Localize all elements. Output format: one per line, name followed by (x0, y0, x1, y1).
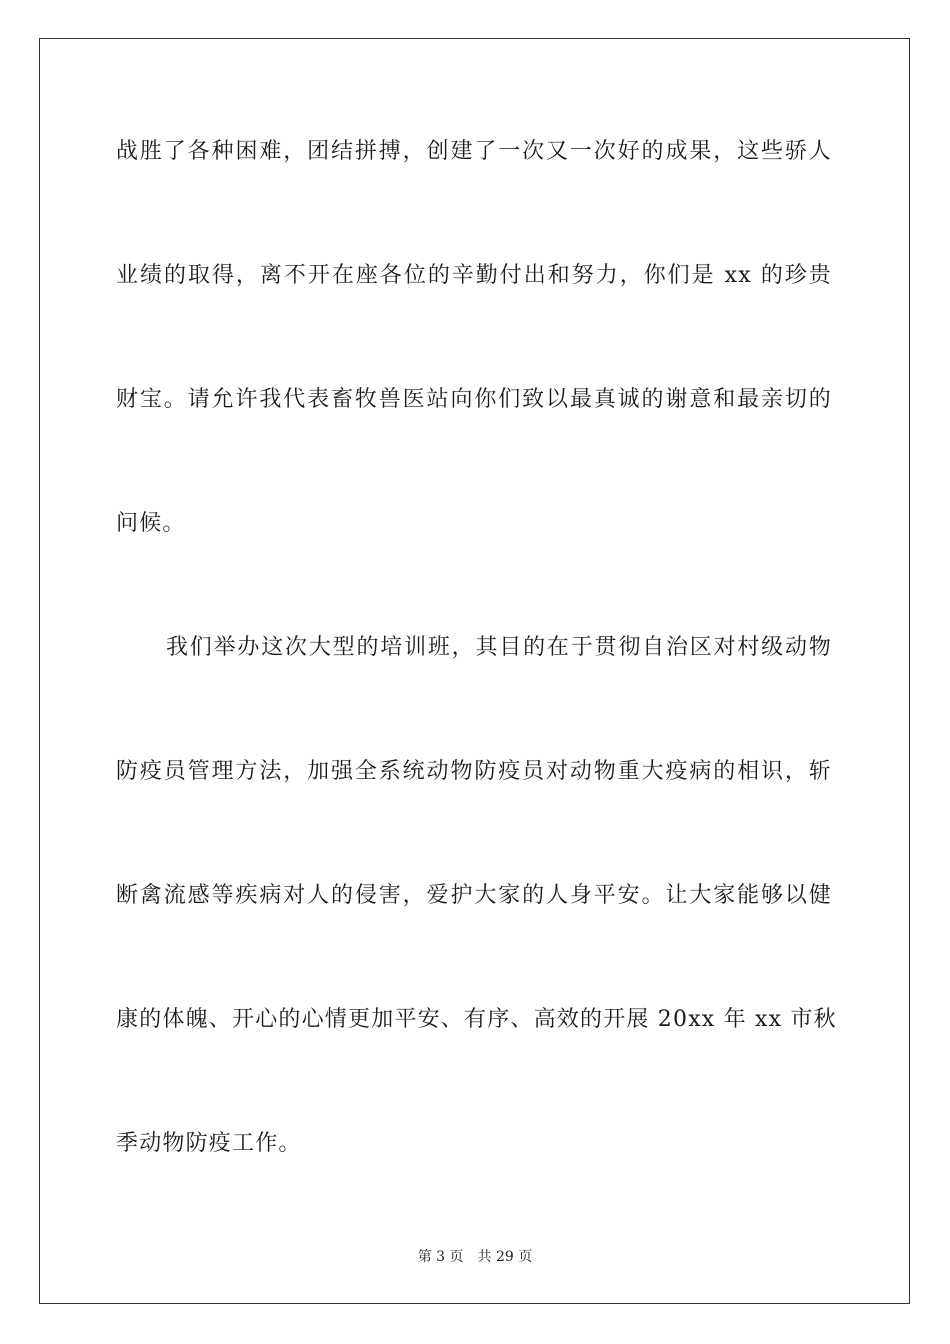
text-line: 战胜了各种困难，团结拼搏，创建了一次又一次好的成果，这些骄人 (116, 139, 832, 164)
text-line: 康的体魄、开心的心情更加平安、有序、高效的开展 20xx 年 xx 市秋 (116, 1007, 837, 1032)
page-footer (0, 1248, 950, 1266)
text-line: 断禽流感等疾病对人的侵害，爱护大家的人身平安。让大家能够以健 (116, 883, 832, 908)
text-line: 业绩的取得，离不开在座各位的辛勤付出和努力，你们是 xx 的珍贵 (116, 263, 832, 288)
text-line: 问候。 (116, 511, 186, 536)
page-total: 共 29 页 (477, 1249, 533, 1265)
page-border (39, 38, 910, 1304)
text-line: 季动物防疫工作。 (116, 1131, 302, 1156)
paragraph-first-line: 我们举办这次大型的培训班，其目的在于贯彻自治区对村级动物 (166, 635, 832, 660)
text-line: 财宝。请允许我代表畜牧兽医站向你们致以最真诚的谢意和最亲切的 (116, 387, 832, 412)
text-line: 防疫员管理方法，加强全系统动物防疫员对动物重大疫病的相识，斩 (116, 759, 832, 784)
page-number: 第 3 页 (417, 1249, 464, 1265)
